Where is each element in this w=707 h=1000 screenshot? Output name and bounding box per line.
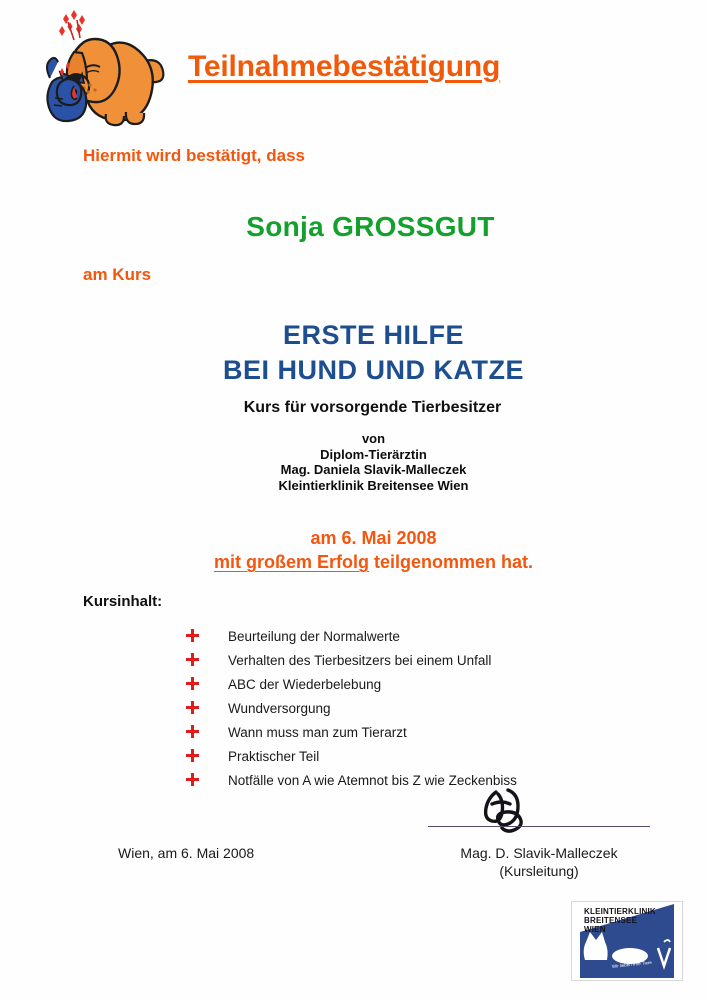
red-cross-icon xyxy=(186,749,228,762)
clinic-logo-line-3: WIEN xyxy=(584,925,606,934)
list-item-label: Verhalten des Tierbesitzers bei einem Unfall xyxy=(228,653,492,668)
presenter-block xyxy=(0,431,707,493)
signatory-name: Mag. D. Slavik-Malleczek xyxy=(460,845,618,861)
course-title xyxy=(0,318,707,388)
list-item-label: Notfälle von A wie Atemnot bis Z wie Zeckenbiss xyxy=(228,773,517,788)
place-and-date: Wien, am 6. Mai 2008 xyxy=(118,845,255,861)
dog-hugging-cat-icon xyxy=(22,6,182,138)
certificate-title: Teilnahmebestätigung xyxy=(188,50,501,83)
list-item-label: ABC der Wiederbelebung xyxy=(228,677,382,692)
at-course-label: am Kurs xyxy=(83,265,152,284)
contents-list xyxy=(186,628,656,796)
presenter-name: Mag. Daniela Slavik-Malleczek xyxy=(280,462,467,477)
presenter-qualification: Diplom-Tierärztin xyxy=(320,446,427,462)
course-title-line-2: BEI HUND UND KATZE xyxy=(223,355,524,385)
clinic-logo-line-1: KLEINTIERKLINIK xyxy=(584,907,656,916)
red-cross-icon xyxy=(186,629,228,642)
list-item xyxy=(186,652,656,676)
presenter-institution: Kleintierklinik Breitensee Wien xyxy=(278,477,469,493)
completion-block xyxy=(0,526,707,574)
list-item xyxy=(186,724,656,748)
recipient-name: Sonja GROSSGUT xyxy=(246,211,495,242)
completion-date: am 6. Mai 2008 xyxy=(310,528,437,548)
red-cross-icon xyxy=(186,653,228,666)
list-item xyxy=(186,748,656,772)
intro-line: Hiermit wird bestätigt, dass xyxy=(83,146,305,165)
list-item-label: Wann muss man zum Tierarzt xyxy=(228,725,407,740)
red-cross-icon xyxy=(186,701,228,714)
clinic-logo-line-2: BREITENSEE xyxy=(584,916,638,925)
list-item-label: Praktischer Teil xyxy=(228,749,320,764)
red-cross-icon xyxy=(186,773,228,786)
signatory-role: (Kursleitung) xyxy=(499,863,579,879)
clinic-logo-icon xyxy=(571,901,683,981)
handwritten-signature-icon xyxy=(474,786,534,838)
contents-heading: Kursinhalt: xyxy=(83,593,163,610)
red-cross-icon xyxy=(186,725,228,738)
list-item xyxy=(186,772,656,796)
completion-emphasis: mit großem Erfolg xyxy=(213,552,369,572)
list-item xyxy=(186,676,656,700)
course-title-line-1: ERSTE HILFE xyxy=(282,320,464,350)
completion-statement xyxy=(40,550,707,574)
list-item-label: Beurteilung der Normalwerte xyxy=(228,629,400,644)
list-item xyxy=(186,700,656,724)
list-item-label: Wundversorgung xyxy=(228,701,331,716)
list-item xyxy=(186,628,656,652)
clinic-logo-tagline: Wir lieben Ihre Tiere xyxy=(611,959,653,969)
red-cross-icon xyxy=(186,677,228,690)
completion-rest: teilgenommen hat. xyxy=(368,552,534,572)
signature-line xyxy=(428,826,650,827)
course-subtitle: Kurs für vorsorgende Tierbesitzer xyxy=(243,399,502,416)
presenter-by-label: von xyxy=(361,431,386,446)
